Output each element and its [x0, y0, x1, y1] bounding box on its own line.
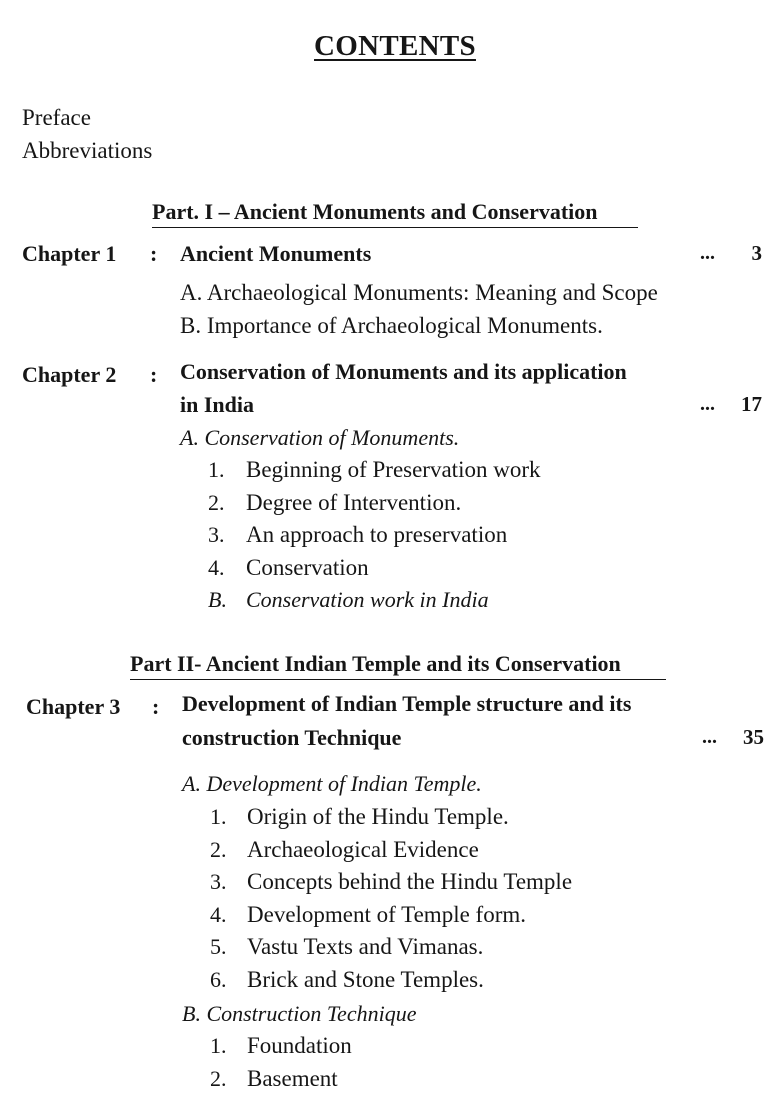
part-2-heading: Part II- Ancient Indian Temple and its Conservation [130, 653, 666, 680]
list-item: Origin of the Hindu Temple. [247, 804, 509, 829]
list-item: Development of Temple form. [247, 902, 526, 927]
list-item: Vastu Texts and Vimanas. [247, 934, 484, 959]
list-item-number: 1. [210, 804, 227, 829]
list-item: Degree of Intervention. [246, 490, 462, 515]
list-item: An approach to preservation [246, 522, 508, 547]
list-item: Archaeological Evidence [247, 837, 479, 862]
chapter-3-label: Chapter 3 [26, 694, 121, 719]
page-title: CONTENTS [314, 30, 476, 62]
list-item: Beginning of Preservation work [246, 457, 541, 482]
list-item-number: 2. [208, 490, 225, 515]
chapter-2-title-line-1: Conservation of Monuments and its application [180, 359, 627, 384]
list-item-number: 2. [210, 1066, 227, 1091]
chapter-3-section-b: B. Construction Technique [182, 1001, 417, 1026]
chapter-1-title: Ancient Monuments [180, 241, 372, 266]
chapter-2-colon: : [150, 362, 158, 387]
list-item: Concepts behind the Hindu Temple [247, 869, 573, 894]
chapter-1-section-b: B. Importance of Archaeological Monuments. [180, 313, 603, 338]
chapter-3-section-a: A. Development of Indian Temple. [182, 771, 482, 796]
list-item-number: 3. [210, 869, 227, 894]
list-item-number: 5. [210, 934, 227, 959]
chapter-2-leader: ... [700, 393, 715, 415]
chapter-3-page: 35 [743, 725, 764, 749]
list-item: Basement [247, 1066, 338, 1091]
list-item-number: 4. [210, 902, 227, 927]
list-item-number: 6. [210, 967, 227, 992]
chapter-3-leader: ... [702, 726, 717, 748]
list-item: Conservation [246, 555, 369, 580]
chapter-3-colon: : [152, 694, 160, 719]
chapter-3-title-line-1: Development of Indian Temple structure and its [182, 691, 632, 716]
chapter-2-label: Chapter 2 [22, 362, 117, 387]
chapter-2-section-a: A. Conservation of Monuments. [180, 425, 460, 450]
front-matter-abbreviations: Abbreviations [22, 138, 153, 163]
chapter-1-leader: ... [700, 242, 715, 264]
list-item-number: 1. [210, 1033, 227, 1058]
list-item: Foundation [247, 1033, 352, 1058]
chapter-2-page: 17 [741, 392, 762, 416]
chapter-1-page: 3 [751, 241, 762, 265]
chapter-1-label: Chapter 1 [22, 241, 117, 266]
list-item: Brick and Stone Temples. [247, 967, 484, 992]
list-item-number: 4. [208, 555, 225, 580]
chapter-2-section-b: Conservation work in India [246, 587, 489, 612]
list-item-number: 3. [208, 522, 225, 547]
list-item-number: 2. [210, 837, 227, 862]
section-b-label: B. [208, 587, 227, 612]
chapter-1-section-a: A. Archaeological Monuments: Meaning and Scope [180, 280, 658, 305]
front-matter-preface: Preface [22, 105, 91, 130]
part-1-heading: Part. I – Ancient Monuments and Conservation [152, 201, 638, 228]
chapter-1-colon: : [150, 241, 158, 266]
chapter-2-title-line-2: in India [180, 392, 254, 417]
list-item-number: 1. [208, 457, 225, 482]
chapter-3-title-line-2: construction Technique [182, 725, 402, 750]
